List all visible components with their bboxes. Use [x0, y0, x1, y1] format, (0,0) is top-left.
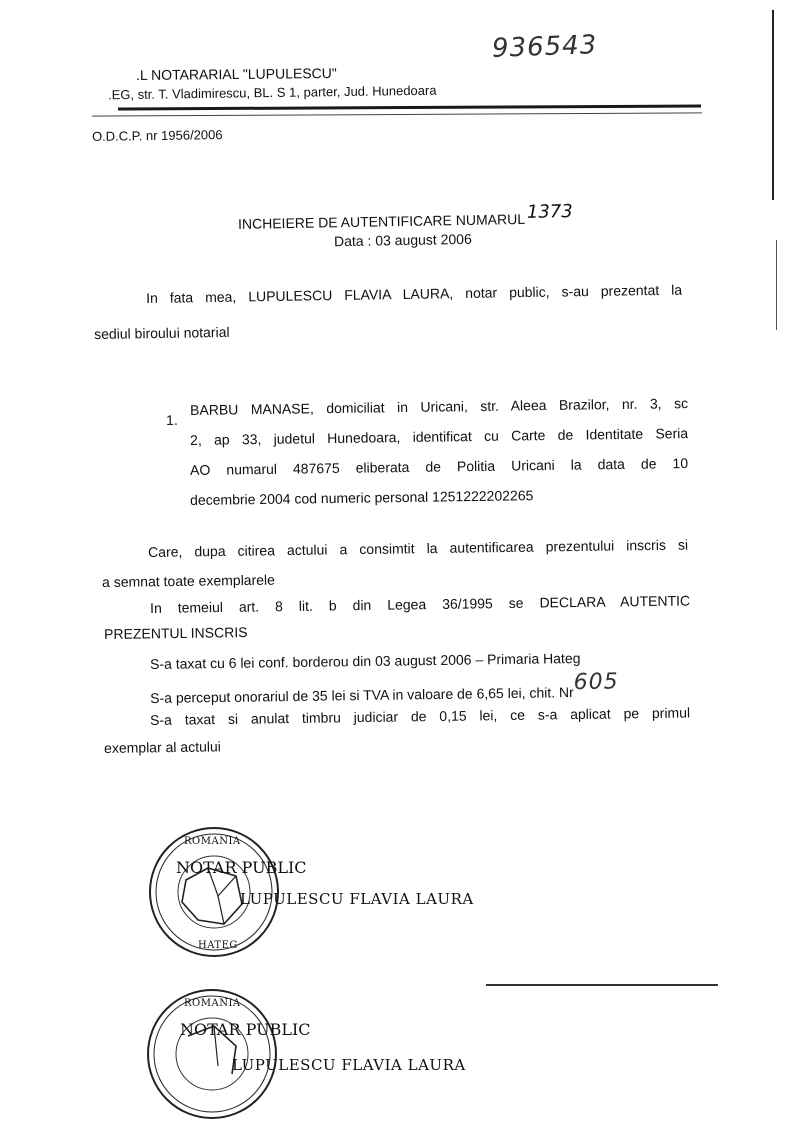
party-line-3: AO numarul 487675 eliberata de Politia Uricani la data de 10	[190, 455, 689, 478]
seal-ring-top: ROMANIA	[184, 836, 241, 847]
consent-line-2: a semnat toate exemplarele	[102, 571, 275, 590]
party-item-number: 1.	[166, 411, 178, 428]
handwritten-authentication-number: 1373	[526, 201, 573, 223]
document-title	[237, 201, 573, 234]
party-line-4: decembrie 2004 cod numeric personal 1251222202265	[190, 487, 534, 508]
header-divider-thin	[92, 112, 702, 116]
margin-rule	[772, 10, 774, 200]
header-divider	[118, 104, 701, 110]
signature-line	[486, 984, 718, 986]
document-date: Data : 03 august 2006	[333, 230, 472, 250]
judicial-stamp-line-1: S-a taxat si anulat timbru judiciar de 0,15 lei, ce s-a aplicat pe primul	[150, 704, 691, 728]
intro-paragraph-line-2: sediul biroului notarial	[94, 323, 230, 342]
seal-ring-top: ROMANIA	[184, 998, 241, 1009]
seal-center-text: NOTAR PUBLIC	[176, 858, 307, 877]
notary-name-2: LUPULESCU FLAVIA LAURA	[232, 1056, 466, 1074]
judicial-stamp-line-2: exemplar al actului	[104, 738, 221, 756]
intro-paragraph-line-1: In fata mea, LUPULESCU FLAVIA LAURA, notar public, s-au prezentat la	[146, 281, 683, 306]
party-line-1: BARBU MANASE, domiciliat in Uricani, str. Aleea Brazilor, nr. 3, sc	[190, 395, 689, 418]
declaration-line-1: In temeiul art. 8 lit. b din Legea 36/1995 se DECLARA AUTENTIC	[150, 592, 691, 616]
fee-line	[150, 669, 619, 709]
notary-office-address: .EG, str. T. Vladimirescu, BL. S 1, parter, Jud. Hunedoara	[107, 82, 437, 103]
declaration-line-2: PREZENTUL INSCRIS	[104, 623, 248, 642]
seal-center-text: NOTAR PUBLIC	[180, 1020, 311, 1039]
odcp-number: O.D.C.P. nr 1956/2006	[91, 127, 223, 144]
fee-line-text: S-a perceput onorariul de 35 lei si TVA in valoare de 6,65 lei, chit. Nr	[150, 684, 574, 706]
handwritten-receipt-number: 605	[573, 669, 619, 696]
handwritten-registry-number: 936543	[491, 30, 598, 64]
notary-seal-2	[144, 986, 311, 1122]
consent-line-1: Care, dupa citirea actului a consimtit la autentificarea prezentului inscris si	[148, 536, 689, 560]
seal-ring-bottom: HATEG	[198, 940, 238, 951]
tax-line: S-a taxat cu 6 lei conf. borderou din 03 august 2006 – Primaria Hateg	[150, 649, 581, 672]
margin-rule-secondary	[776, 240, 777, 330]
notary-name-1: LUPULESCU FLAVIA LAURA	[240, 890, 474, 908]
document-title-label: INCHEIERE DE AUTENTIFICARE NUMARUL	[237, 210, 526, 232]
party-line-2: 2, ap 33, judetul Hunedoara, identificat cu Carte de Identitate Seria	[190, 425, 689, 448]
notary-office-name: .L NOTARARIAL "LUPULESCU"	[135, 64, 337, 84]
